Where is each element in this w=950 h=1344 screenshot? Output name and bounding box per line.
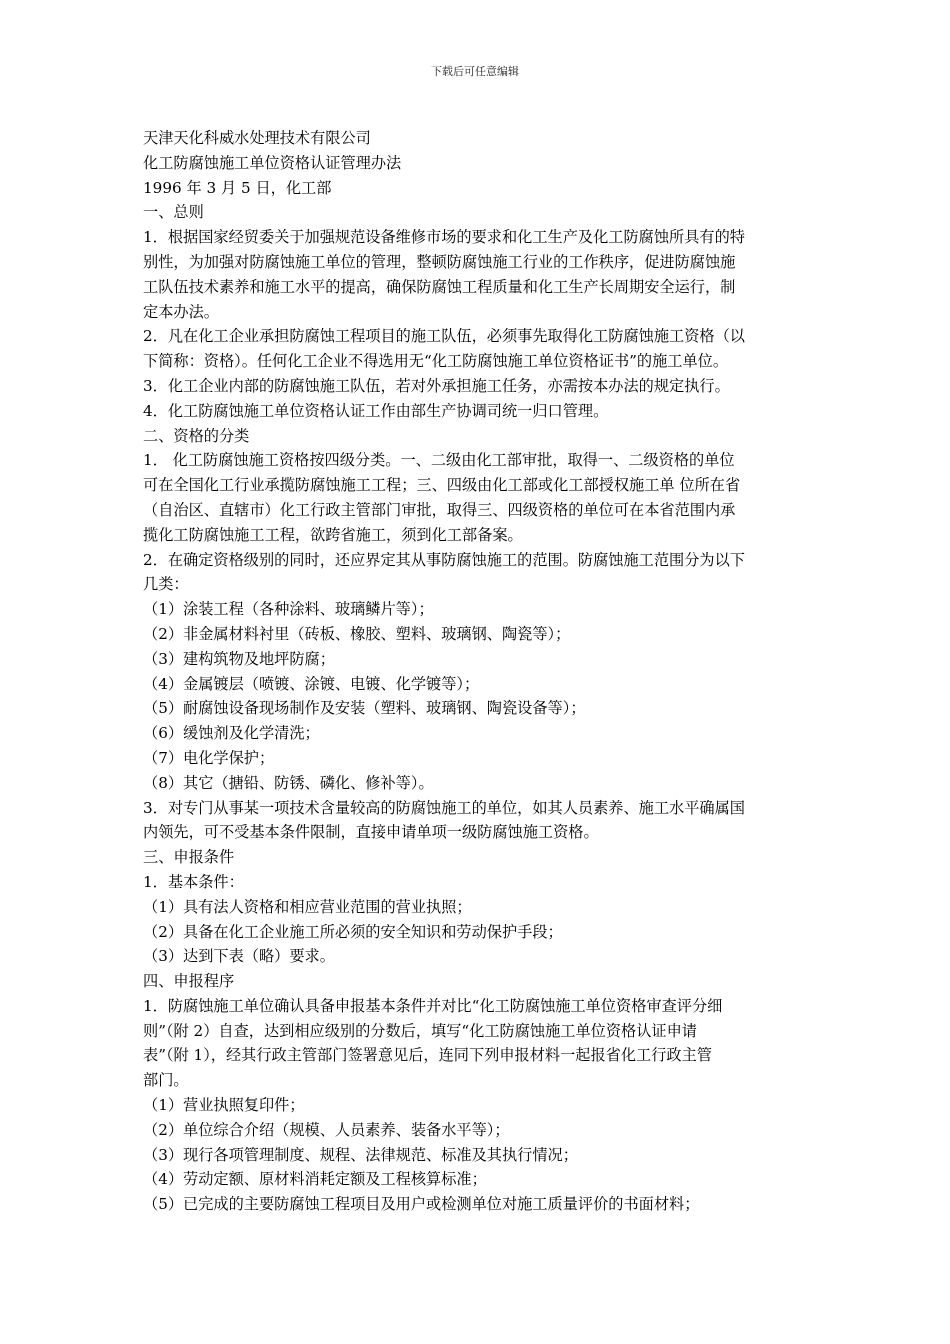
document-line: 四、申报程序 [143,972,235,991]
document-line: （5）耐腐蚀设备现场制作及安装（塑料、玻璃钢、陶瓷设备等）； [143,699,586,718]
document-line: （2）单位综合介绍（规模、人员素养、装备水平等）； [143,1120,510,1139]
document-line: 1．根据国家经贸委关于加强规范设备维修市场的要求和化工生产及化工防腐蚀所具有的特 [143,228,745,247]
document-line: 工队伍技术素养和施工水平的提高，确保防腐蚀工程质量和化工生产长周期安全运行，制 [143,277,736,296]
document-line: （8）其它（搪铅、防锈、磷化、修补等）。 [143,773,434,792]
document-line: 则”（附 2）自查，达到相应级别的分数后，填写“化工防腐蚀施工单位资格认证申请 [143,1021,697,1040]
document-line: 天津天化科威水处理技术有限公司 [143,129,371,147]
document-line: 揽化工防腐蚀施工工程，欲跨省施工，须到化工部备案。 [143,525,523,544]
document-line: （1）具有法人资格和相应营业范围的营业执照； [143,897,472,916]
document-line: 部门。 [143,1071,189,1090]
document-line: （1）涂装工程（各种涂料、玻璃鳞片等）； [143,600,434,619]
document-line: 内领先，可不受基本条件限制，直接申请单项一级防腐蚀施工资格。 [143,823,599,842]
document-line: （1）营业执照复印件； [143,1096,305,1115]
document-line: （2）具备在化工企业施工所必须的安全知识和劳动保护手段； [143,922,563,941]
document-line: 下简称：资格）。任何化工企业不得选用无“化工防腐蚀施工单位资格证书”的施工单位。 [143,352,729,371]
document-line: 2．凡在化工企业承担防腐蚀工程项目的施工队伍，必须事先取得化工防腐蚀施工资格（以 [143,327,745,346]
document-line: 1．防腐蚀施工单位确认具备申报基本条件并对比“化工防腐蚀施工单位资格审查评分细 [143,996,723,1015]
document-line: 3．对专门从事某一项技术含量较高的防腐蚀施工的单位，如其人员素养、施工水平确属国 [143,798,745,817]
document-line: 表”（附 1），经其行政主管部门签署意见后，连同下列申报材料一起报省化工行政主管 [143,1046,712,1065]
document-line: 1．基本条件： [143,872,244,891]
document-line: 二、资格的分类 [143,426,250,445]
document-line: 4．化工防腐蚀施工单位资格认证工作由部生产协调司统一归口管理。 [143,401,609,420]
document-line: 定本办法。 [143,302,219,321]
document-line: 1996 年 3 月 5 日，化工部 [143,178,332,197]
document-line: 一、总则 [143,203,204,222]
document-line: （5）已完成的主要防腐蚀工程项目及用户或检测单位对施工质量评价的书面材料； [143,1195,700,1214]
document-line: （3）达到下表（略）要求。 [143,947,335,966]
document-line: 三、申报条件 [143,848,235,867]
document-line: （2）非金属材料衬里（砖板、橡胶、塑料、玻璃钢、陶瓷等）； [143,624,571,643]
document-line: 可在全国化工行业承揽防腐蚀施工工程；三、四级由化工部或化工部授权施工单 位所在省 [143,476,741,495]
document-line: （4）劳动定额、原材料消耗定额及工程核算标准； [143,1170,487,1189]
document-line: （7）电化学保护； [143,748,275,767]
document-line: （3）建构筑物及地坪防腐； [143,649,335,668]
document-line: 化工防腐蚀施工单位资格认证管理办法 [143,153,402,172]
document-line: （4）金属镀层（喷镀、涂镀、电镀、化学镀等）； [143,674,480,693]
document-line: 几类： [143,575,189,594]
document-line: （3）现行各项管理制度、规程、法律规范、标准及其执行情况； [143,1145,578,1164]
document-line: （自治区、直辖市）化工行政主管部门审批，取得三、四级资格的单位可在本省范围内承 [143,500,736,519]
document-line: 别性，为加强对防腐蚀施工单位的管理，整顿防腐蚀施工行业的工作秩序，促进防腐蚀施 [143,252,736,271]
document-body [143,126,811,1217]
page-header-note: 下载后可任意编辑 [431,65,519,78]
document-line: 3．化工企业内部的防腐蚀施工队伍，若对外承担施工任务，亦需按本办法的规定执行。 [143,376,730,395]
document-line: （6）缓蚀剂及化学清洗； [143,724,320,743]
document-line: 2．在确定资格级别的同时，还应界定其从事防腐蚀施工的范围。防腐蚀施工范围分为以下 [143,550,745,569]
document-line: 1． 化工防腐蚀施工资格按四级分类。一、二级由化工部审批，取得一、二级资格的单位 [143,451,735,470]
